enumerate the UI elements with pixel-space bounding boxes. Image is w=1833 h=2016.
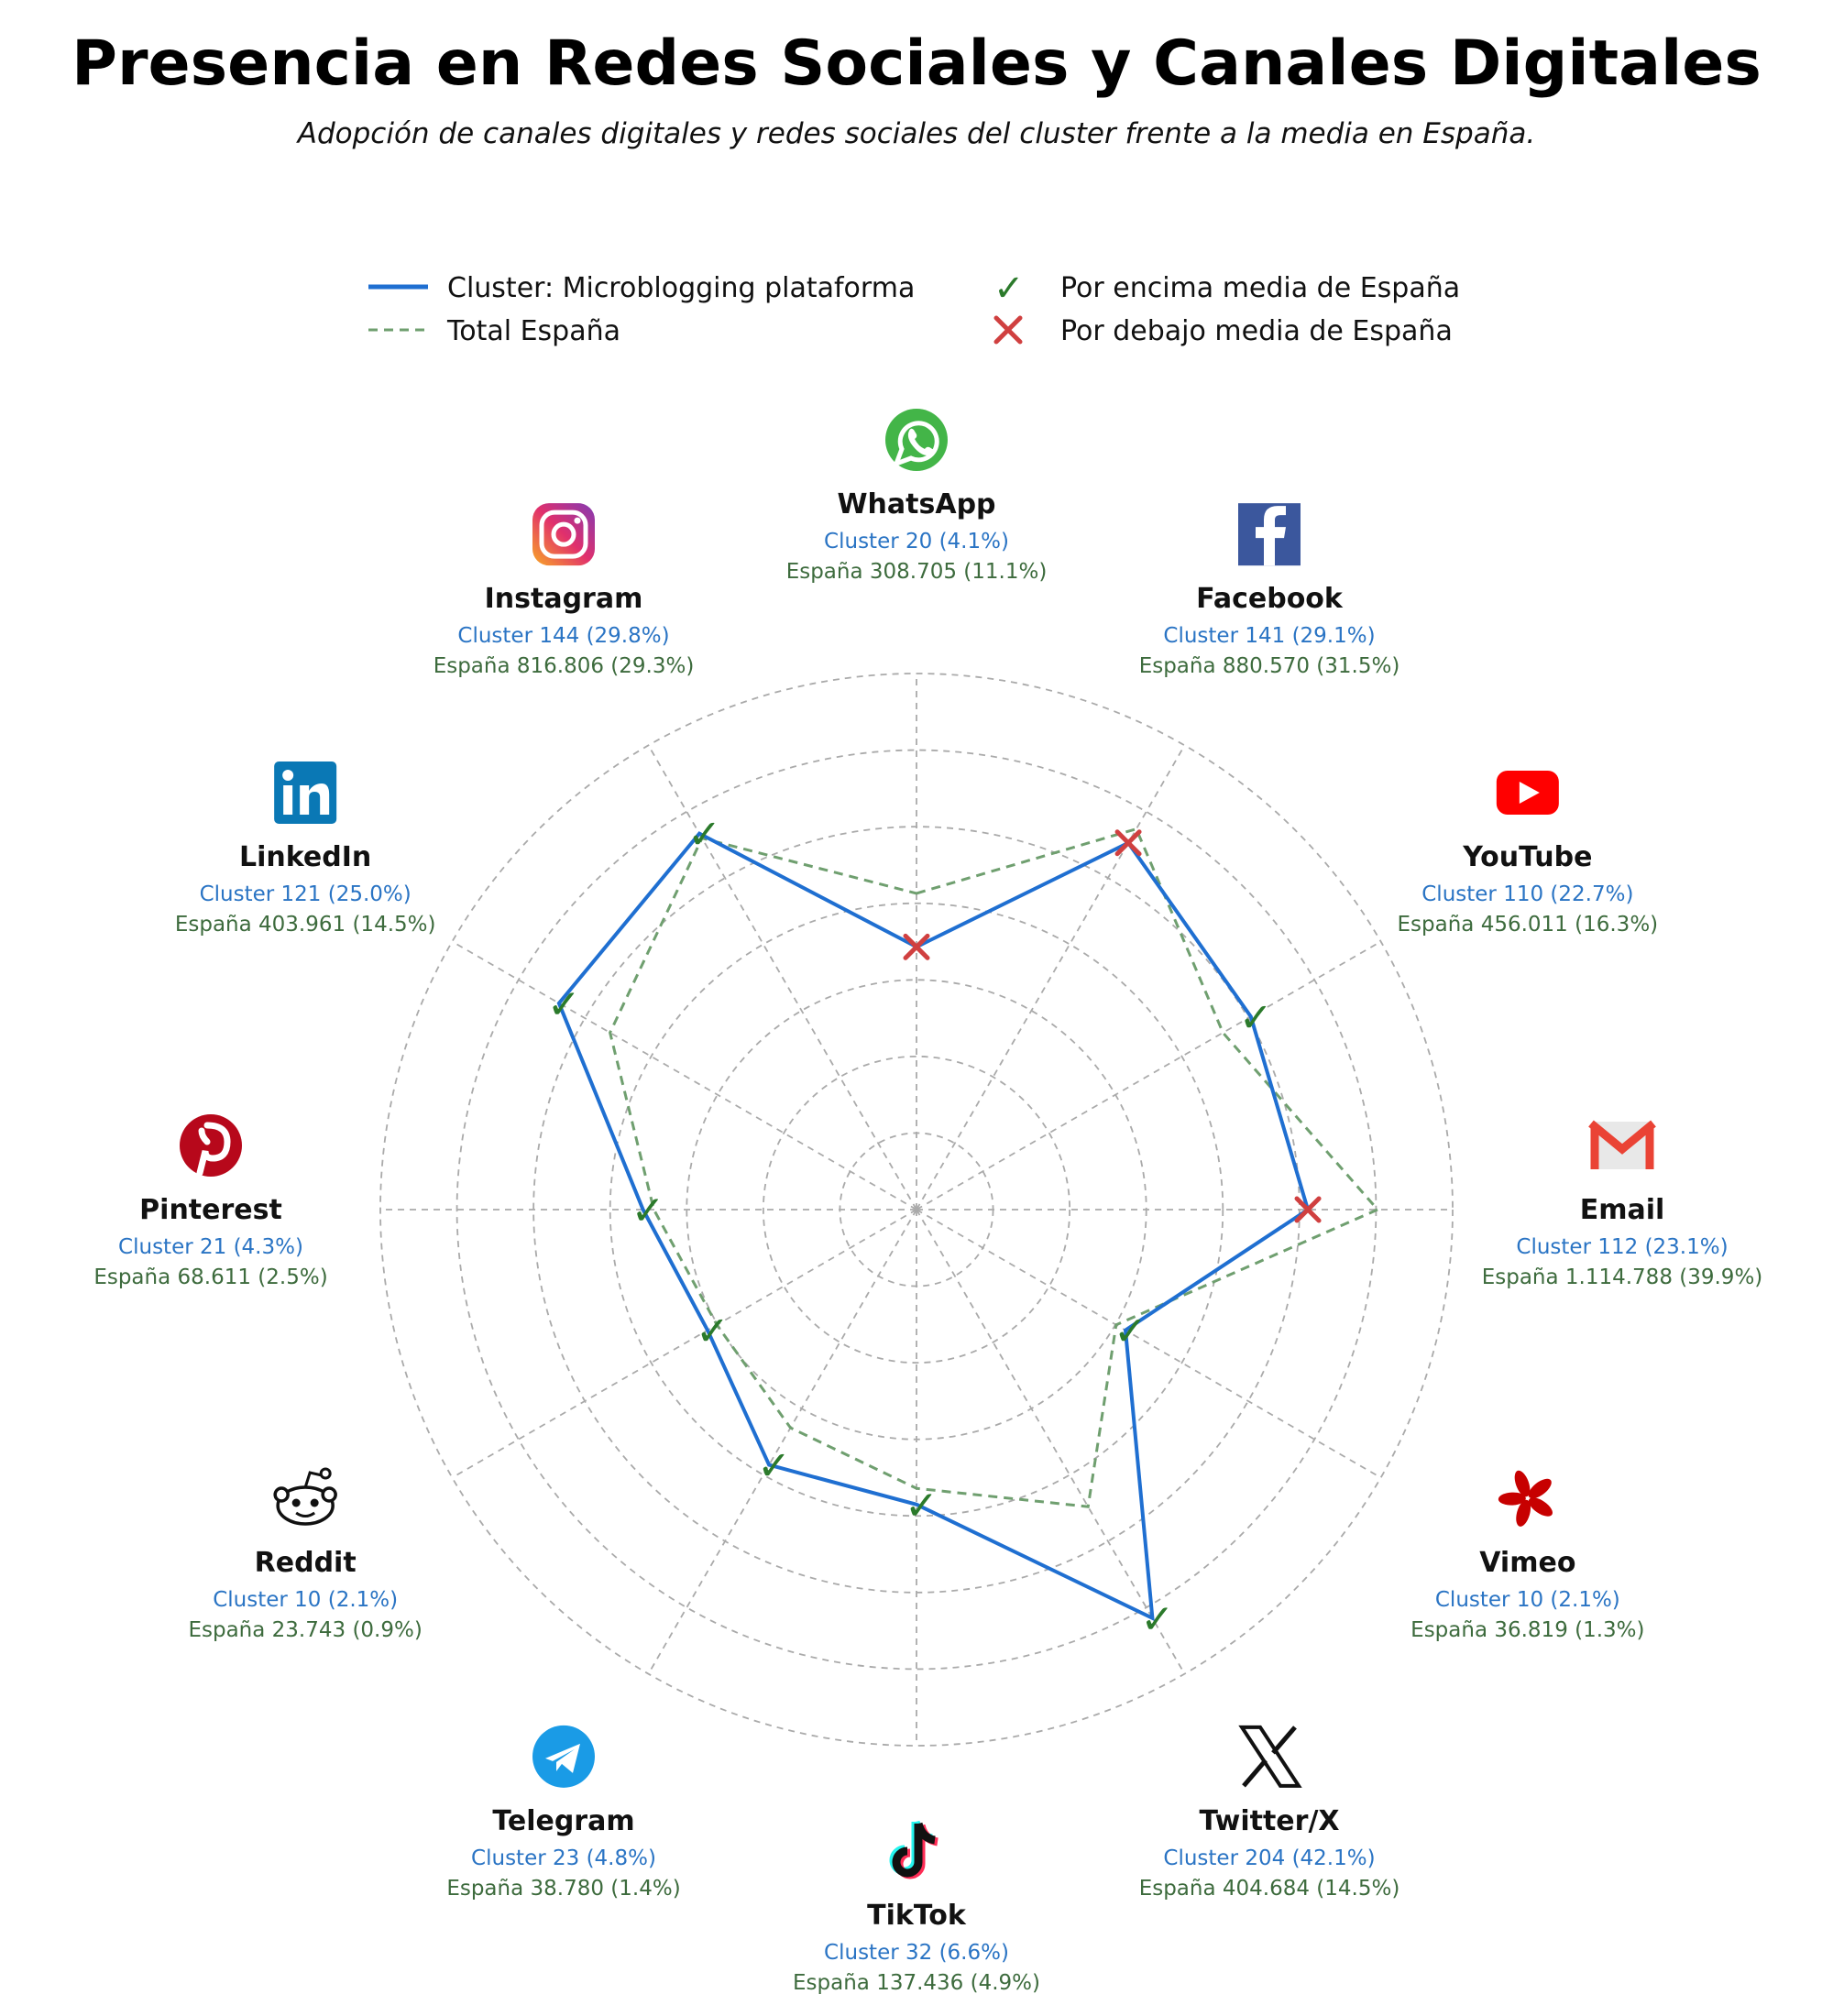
category-espana-value-email: España 1.114.788 (39.9%) — [1481, 1265, 1763, 1289]
category-name-youtube: YouTube — [1463, 841, 1593, 873]
above-marker-vimeo: ✓ — [1113, 1308, 1147, 1355]
category-cluster-value-telegram: Cluster 23 (4.8%) — [471, 1846, 656, 1870]
telegram-icon — [532, 1726, 595, 1788]
grid-spoke — [452, 1210, 916, 1478]
legend-above-label: Por encima media de España — [1060, 272, 1461, 304]
reddit-icon — [275, 1469, 335, 1524]
above-marker-reddit: ✓ — [696, 1308, 730, 1355]
category-cluster-value-pinterest: Cluster 21 (4.3%) — [118, 1235, 303, 1259]
category-cluster-value-tiktok: Cluster 32 (6.6%) — [824, 1941, 1009, 1965]
category-twitter-x — [1139, 1727, 1400, 1901]
twitter-x-icon — [1242, 1727, 1299, 1786]
category-cluster-value-vimeo: Cluster 10 (2.1%) — [1434, 1588, 1620, 1612]
comparison-markers — [547, 812, 1319, 1643]
category-name-tiktok: TikTok — [867, 1900, 966, 1932]
category-name-email: Email — [1579, 1194, 1665, 1226]
category-espana-value-twitter-x: España 404.684 (14.5%) — [1138, 1876, 1400, 1901]
category-espana-value-youtube: España 456.011 (16.3%) — [1397, 913, 1659, 937]
category-cluster-value-facebook: Cluster 141 (29.1%) — [1163, 624, 1376, 649]
grid-spoke — [649, 1210, 917, 1674]
category-name-instagram: Instagram — [484, 583, 643, 616]
category-espana-value-reddit: España 23.743 (0.9%) — [188, 1618, 423, 1642]
category-name-twitter-x: Twitter/X — [1199, 1804, 1340, 1837]
youtube-icon — [1497, 771, 1559, 815]
tiktok-icon — [894, 1822, 938, 1875]
category-name-linkedin: LinkedIn — [239, 841, 372, 873]
above-marker-pinterest: ✓ — [631, 1188, 665, 1234]
category-cluster-value-instagram: Cluster 144 (29.8%) — [457, 624, 670, 649]
category-name-reddit: Reddit — [254, 1547, 357, 1579]
category-espana-value-instagram: España 816.806 (29.3%) — [433, 654, 695, 679]
above-marker-tiktok: ✓ — [905, 1482, 938, 1529]
facebook-icon — [1238, 503, 1301, 565]
category-tiktok — [793, 1822, 1040, 1995]
category-espana-value-linkedin: España 403.961 (14.5%) — [174, 913, 436, 937]
email-icon — [1591, 1122, 1653, 1169]
category-instagram — [434, 503, 695, 678]
category-name-facebook: Facebook — [1196, 583, 1343, 616]
legend-below-label: Por debajo media de España — [1060, 315, 1453, 347]
linkedin-icon — [274, 761, 336, 824]
category-youtube — [1398, 771, 1659, 937]
category-cluster-value-twitter-x: Cluster 204 (42.1%) — [1163, 1846, 1376, 1870]
category-espana-value-telegram: España 38.780 (1.4%) — [446, 1876, 681, 1901]
chart-title: Presencia en Redes Sociales y Canales Digitales — [71, 27, 1762, 100]
category-cluster-value-youtube: Cluster 110 (22.7%) — [1421, 882, 1634, 906]
category-cluster-value-reddit: Cluster 10 (2.1%) — [213, 1588, 399, 1612]
legend — [368, 268, 1460, 347]
legend-cluster-label: Cluster: Microblogging plataforma — [447, 272, 916, 304]
category-pinterest — [93, 1114, 327, 1289]
category-vimeo — [1410, 1469, 1644, 1642]
below-marker-facebook — [1117, 832, 1139, 854]
instagram-icon — [532, 503, 595, 565]
above-marker-instagram: ✓ — [687, 811, 721, 859]
category-whatsapp — [786, 409, 1048, 584]
category-cluster-value-linkedin: Cluster 121 (25.0%) — [199, 882, 412, 906]
category-espana-value-tiktok: España 137.436 (4.9%) — [793, 1971, 1040, 1995]
above-marker-youtube: ✓ — [1238, 994, 1273, 1042]
legend-espana-label: Total España — [447, 315, 621, 347]
category-espana-value-whatsapp: España 308.705 (11.1%) — [785, 560, 1048, 584]
category-email — [1482, 1122, 1763, 1289]
category-name-pinterest: Pinterest — [139, 1194, 282, 1226]
legend-cross-icon — [996, 318, 1020, 342]
grid-spoke — [916, 745, 1185, 1210]
above-marker-telegram: ✓ — [757, 1442, 791, 1490]
category-espana-value-facebook: España 880.570 (31.5%) — [1138, 654, 1400, 679]
grid-spoke — [452, 942, 916, 1211]
grid-spoke — [916, 942, 1381, 1211]
whatsapp-icon — [885, 409, 948, 471]
category-reddit — [188, 1469, 422, 1642]
category-espana-value-vimeo: España 36.819 (1.3%) — [1410, 1618, 1645, 1642]
category-name-vimeo: Vimeo — [1479, 1547, 1576, 1579]
category-espana-value-pinterest: España 68.611 (2.5%) — [93, 1265, 328, 1289]
category-cluster-value-email: Cluster 112 (23.1%) — [1516, 1235, 1729, 1259]
series-espana-line — [610, 829, 1378, 1507]
category-cluster-value-whatsapp: Cluster 20 (4.1%) — [824, 530, 1009, 553]
above-marker-twitter-x: ✓ — [1140, 1595, 1175, 1643]
category-name-telegram: Telegram — [492, 1804, 635, 1837]
category-facebook — [1139, 503, 1400, 678]
radar-grid — [380, 674, 1453, 1746]
category-name-whatsapp: WhatsApp — [837, 488, 996, 520]
chart-subtitle: Adopción de canales digitales y redes sociales del cluster frente a la media en España. — [297, 117, 1536, 150]
legend-check-icon: ✓ — [993, 268, 1025, 310]
category-linkedin — [175, 761, 436, 937]
grid-spoke — [916, 1210, 1381, 1478]
category-labels — [93, 409, 1762, 1995]
vimeo-icon — [1498, 1469, 1556, 1528]
category-telegram — [446, 1726, 680, 1901]
above-marker-linkedin: ✓ — [546, 981, 581, 1028]
pinterest-icon — [180, 1114, 242, 1177]
